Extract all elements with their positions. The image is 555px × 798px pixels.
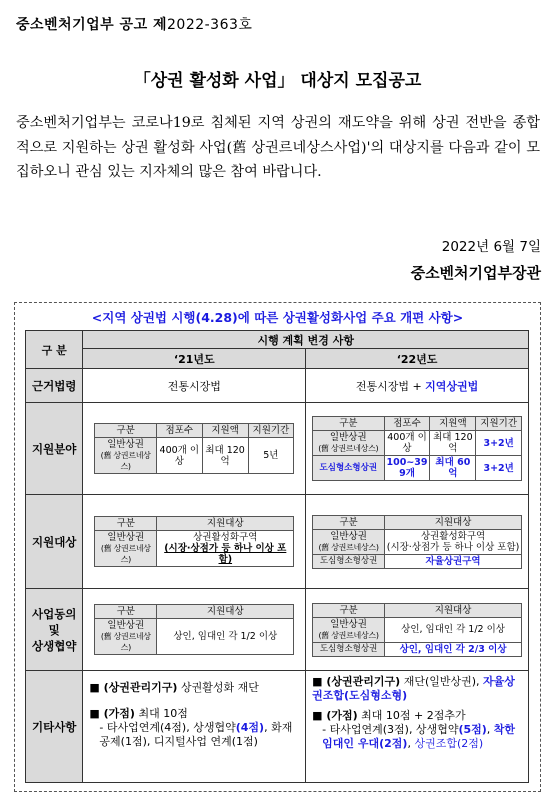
coop-old-type-name: 일반상권 bbox=[107, 620, 145, 631]
field-new-small-stores: 100~39 9개 bbox=[384, 456, 430, 481]
field-new-general-period: 3+2년 bbox=[476, 431, 522, 456]
target-old-line1: 상권활성화구역 bbox=[193, 532, 258, 543]
field-new-general-sub: (舊 상권르네상스) bbox=[318, 444, 379, 453]
etc-old-detail-b: (4점) bbox=[235, 721, 265, 734]
field-old-type bbox=[95, 438, 157, 474]
etc-new-bonus-detail bbox=[312, 723, 522, 751]
coop-label-2: 및 bbox=[48, 622, 60, 637]
coop-old-h1: 구분 bbox=[95, 605, 157, 619]
target-old-table bbox=[94, 516, 294, 567]
coop-old-type-sub: (舊 상권르네상스) bbox=[100, 632, 151, 652]
announcement-org: 중소벤처기업부 공고 제 bbox=[16, 17, 167, 33]
coop-new-table bbox=[312, 603, 522, 657]
target-new-cell bbox=[306, 495, 529, 589]
etc-new-mgmt-highlight: 자율상권조합(도심형소형) bbox=[312, 675, 515, 702]
etc-old-cell bbox=[83, 671, 306, 783]
target-new-general-type bbox=[313, 529, 385, 554]
coop-label-3: 상생협약 bbox=[31, 638, 77, 653]
etc-new-bonus-label: ■ (가점) bbox=[312, 709, 358, 722]
field-old-type-sub: (舊 상권르네상스) bbox=[100, 451, 151, 471]
field-old-h4: 지원기간 bbox=[248, 424, 294, 438]
target-new-small-type: 도심형소형상권 bbox=[313, 554, 385, 568]
col-header-2022: ‘22년도 bbox=[306, 349, 529, 369]
coop-label-1: 사업동의 bbox=[31, 606, 77, 621]
field-new-general-amount: 최대 120억 bbox=[430, 431, 476, 456]
target-old-h1: 구분 bbox=[95, 517, 157, 531]
target-new-general-name: 일반상권 bbox=[330, 530, 367, 542]
announcement-number bbox=[16, 14, 252, 34]
etc-new-mgmt-text: 재단(일반상권), bbox=[403, 675, 480, 688]
etc-old-bonus-text: 최대 10점 bbox=[138, 707, 188, 720]
coop-new-h1: 구분 bbox=[313, 603, 385, 617]
law-new-plain: 전통시장법 + bbox=[355, 379, 422, 393]
target-new-small-value: 자율상권구역 bbox=[385, 554, 522, 568]
col-header-2021: ‘21년도 bbox=[83, 349, 306, 369]
target-old-h2: 지원대상 bbox=[157, 517, 294, 531]
etc-new-mgmt bbox=[312, 675, 522, 703]
field-new-cell bbox=[306, 403, 529, 495]
target-old-line2: (시장·상점가 등 하나 이상 포함) bbox=[164, 543, 287, 565]
law-old: 전통시장법 bbox=[83, 369, 306, 403]
field-old-stores: 400개 이상 bbox=[156, 438, 202, 474]
row-label-target: 지원대상 bbox=[26, 495, 83, 589]
law-new bbox=[306, 369, 529, 403]
etc-old-mgmt-text: 상권활성화 재단 bbox=[180, 681, 259, 694]
row-label-law: 근거법령 bbox=[26, 369, 83, 403]
row-label-coop bbox=[26, 589, 83, 671]
document-title: 「상권 활성화 사업」 대상지 모집공고 bbox=[133, 71, 422, 91]
field-new-h3: 지원액 bbox=[430, 417, 476, 431]
body-paragraph: 중소벤처기업부는 코로나19로 침체된 지역 상권의 재도약을 위해 상권 전반을 종합적으로 지원하는 상권 활성화 사업(舊 상권르네상스사업)'의 대상지를 다음과 같이 모집하오니 관심 있는 지자체의 많은 참여 바랍니다. bbox=[16, 115, 540, 180]
coop-new-small-type: 도심형소형상권 bbox=[313, 642, 385, 656]
etc-old-bonus-label: ■ (가점) bbox=[89, 707, 135, 720]
target-old-value bbox=[157, 531, 294, 567]
target-old-type bbox=[95, 531, 157, 567]
field-new-small-amount: 최대 60억 bbox=[430, 456, 476, 481]
field-new-small-type: 도심형소형상권 bbox=[313, 456, 384, 481]
etc-old-detail-a: - 타사업연계(4점), 상생협약 bbox=[99, 721, 236, 734]
etc-new-detail-c: , bbox=[486, 723, 494, 736]
summary-box bbox=[14, 302, 541, 792]
field-new-general-name: 일반상권 bbox=[329, 432, 367, 443]
field-new-h4: 지원기간 bbox=[476, 417, 522, 431]
target-new-h2: 지원대상 bbox=[385, 515, 522, 529]
field-new-h1: 구분 bbox=[313, 417, 384, 431]
target-new-table bbox=[312, 515, 522, 569]
coop-old-value: 상인, 임대인 각 1/2 이상 bbox=[157, 619, 294, 655]
field-old-h1: 구분 bbox=[95, 424, 157, 438]
col-header-changes: 시행 계획 변경 사항 bbox=[83, 331, 529, 349]
etc-new-detail-e: , bbox=[407, 737, 415, 750]
etc-new-bonus-text: 최대 10점 + 2점추가 bbox=[361, 709, 466, 722]
etc-new-detail-f: 상권조합(2점) bbox=[414, 737, 484, 750]
changes-table bbox=[25, 330, 529, 783]
field-old-cell bbox=[83, 403, 306, 495]
etc-old-mgmt bbox=[89, 681, 299, 695]
target-new-line2: (시장·상점가 등 하나 이상 포함) bbox=[386, 541, 520, 553]
document-date: 2022년 6월 7일 bbox=[441, 239, 541, 255]
coop-new-general-type bbox=[313, 617, 385, 642]
etc-new-mgmt-label: ■ (상권관리기구) bbox=[312, 675, 401, 688]
field-old-period: 5년 bbox=[248, 438, 294, 474]
etc-new-detail-d: 착한임대인 우대(2점) bbox=[322, 723, 516, 750]
coop-old-cell bbox=[83, 589, 306, 671]
target-new-line1: 상권활성화구역 bbox=[420, 530, 486, 542]
target-old-cell bbox=[83, 495, 306, 589]
coop-old-table bbox=[94, 604, 294, 655]
target-new-h1: 구분 bbox=[313, 515, 385, 529]
etc-new-bonus bbox=[312, 709, 522, 723]
field-old-table bbox=[94, 423, 294, 474]
target-old-type-name: 일반상권 bbox=[107, 532, 145, 543]
coop-new-h2: 지원대상 bbox=[385, 603, 522, 617]
field-new-general-stores: 400개 이상 bbox=[384, 431, 430, 456]
row-label-field: 지원분야 bbox=[26, 403, 83, 495]
field-old-type-name: 일반상권 bbox=[107, 439, 144, 450]
etc-new-cell bbox=[306, 671, 529, 783]
coop-new-general-name: 일반상권 bbox=[330, 618, 367, 630]
coop-new-cell bbox=[306, 589, 529, 671]
law-new-highlight: 지역상권법 bbox=[425, 379, 479, 393]
announcement-id: 2022-363호 bbox=[167, 17, 253, 33]
etc-new-detail-a: - 타사업연계(3점), 상생협약 bbox=[322, 723, 459, 736]
etc-old-bonus-detail bbox=[89, 721, 299, 749]
target-new-general-value bbox=[385, 529, 522, 554]
field-new-small-period: 3+2년 bbox=[476, 456, 522, 481]
etc-old-detail-c: , 화재공제(1점), 디지털사업 연계(1점) bbox=[99, 721, 293, 748]
row-label-etc: 기타사항 bbox=[26, 671, 83, 783]
coop-old-type bbox=[95, 619, 157, 655]
coop-new-general-sub: (舊 상권르네상스) bbox=[318, 630, 379, 640]
field-new-general-type bbox=[313, 431, 384, 456]
field-new-h2: 점포수 bbox=[384, 417, 430, 431]
field-new-table bbox=[312, 416, 522, 481]
etc-new-detail-b: (5점) bbox=[458, 723, 487, 736]
etc-old-mgmt-label: ■ (상권관리기구) bbox=[89, 681, 178, 694]
col-header-category: 구 분 bbox=[26, 331, 83, 369]
coop-new-small-value: 상인, 임대인 각 2/3 이상 bbox=[385, 642, 522, 656]
signer: 중소벤처기업부장관 bbox=[410, 264, 541, 282]
summary-box-title: <지역 상권법 시행(4.28)에 따른 상권활성화사업 주요 개편 사항> bbox=[91, 310, 464, 325]
field-old-h3: 지원액 bbox=[202, 424, 248, 438]
field-old-h2: 점포수 bbox=[156, 424, 202, 438]
target-new-general-sub: (舊 상권르네상스) bbox=[318, 542, 379, 552]
field-old-amount: 최대 120억 bbox=[202, 438, 248, 474]
coop-new-general-value: 상인, 임대인 각 1/2 이상 bbox=[385, 617, 522, 642]
target-old-type-sub: (舊 상권르네상스) bbox=[100, 544, 151, 564]
coop-old-h2: 지원대상 bbox=[157, 605, 294, 619]
etc-old-bonus bbox=[89, 707, 299, 721]
